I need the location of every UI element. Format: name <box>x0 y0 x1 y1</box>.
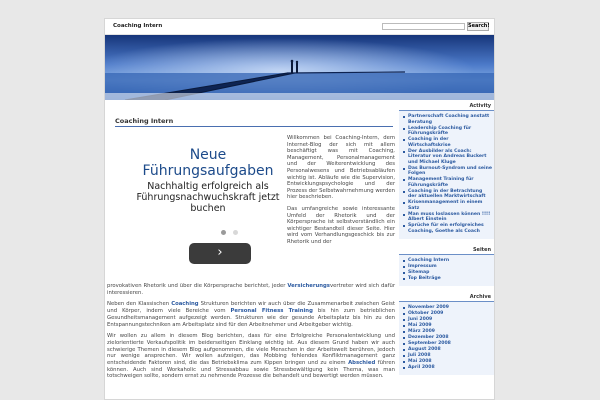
pages-widget <box>399 245 494 286</box>
archive-link[interactable]: Dezember 2008 <box>403 335 492 341</box>
header-image <box>105 35 494 100</box>
archive-link[interactable]: Juli 2008 <box>403 353 492 359</box>
body-text <box>107 283 395 385</box>
carousel-dot[interactable] <box>233 230 238 235</box>
pages-list <box>399 255 494 286</box>
archive-link[interactable]: April 2008 <box>403 365 492 371</box>
page-link[interactable]: Top Beiträge <box>403 276 492 282</box>
post-title[interactable]: Coaching Intern <box>115 117 174 125</box>
paragraph-blog <box>107 333 395 380</box>
search-input[interactable] <box>382 23 465 30</box>
archive-list <box>399 302 494 375</box>
text: Neben den Klassischen <box>107 301 172 308</box>
site-title[interactable]: Coaching Intern <box>113 23 163 29</box>
page-link[interactable]: Coaching Intern <box>403 258 492 264</box>
archive-link[interactable]: November 2009 <box>403 305 492 311</box>
ad-next-button[interactable] <box>189 243 251 264</box>
archive-link[interactable]: Mai 2008 <box>403 359 492 365</box>
intro-paragraph-1: Willkommen bei Coaching-Intern, dem Internet-Blog der sich mit allem beschäftigt was mit Coaching, Management, Personalmanagement und der Weiterentwicklung des Personalwesens und Betriebsabläufen wichtig ist. Abläufe wie die Supervision, Entwicklungspsychologie und der Prozess der Selbstwahrnehmung werden hier beschrieben. <box>287 135 395 201</box>
activity-item[interactable]: Man muss loslassen können !!!! Albert Einstein <box>403 212 492 223</box>
activity-item[interactable]: Leadership Coaching für Führungskräfte <box>403 126 492 137</box>
personal-fitness-link[interactable]: Personal Fitness Training <box>230 308 313 315</box>
text: Strukturen berichten wir auch über die Zusammenarbeit zwischen Geist und Körper, indem viele Bereiche vom <box>107 301 396 315</box>
pages-title: Seiten <box>399 245 494 255</box>
activity-item[interactable]: Management Training für Führungskräfte <box>403 177 492 188</box>
archive-title: Archive <box>399 292 494 302</box>
text: bis hin zum betrieblichen Gesundheitsmanagement aufgezeigt werden. Strukturen wie der gesunde Arbeitsplatz bis hin zu den Entspannungstechniken am Arbeitsplatz sind für den Arbeitnehmer und Arbeitgeber wichtig. <box>107 308 395 328</box>
ad-headline[interactable]: Neue Führungsaufgaben <box>142 147 274 179</box>
top-bar <box>105 19 494 35</box>
archive-link[interactable]: Mai 2009 <box>403 323 492 329</box>
activity-item[interactable]: Coaching in der Betrachtung der aktuellen Marktwirtschaft <box>403 189 492 200</box>
carousel-dot-active[interactable] <box>221 230 226 235</box>
chevron-right-icon: › <box>217 245 223 260</box>
page-link[interactable]: Impressum <box>403 264 492 270</box>
activity-item[interactable]: Der Ausbilder als Coach: Literatur von Andreas Buckert und Michael Kluge <box>403 149 492 166</box>
paragraph-coaching <box>107 301 395 328</box>
search-button[interactable]: Search! <box>468 23 490 29</box>
activity-widget <box>399 101 494 239</box>
title-divider <box>115 126 393 127</box>
text: führen können. Auch sind Workaholic und Stressabbau sowie Stressbewältigung kein Thema, was man totschweigen sollte, sondern ernst zu nehmende Prozesse die behandelt und bewertigt werden müssen. <box>107 360 395 380</box>
archive-link[interactable]: August 2008 <box>403 347 492 353</box>
activity-item[interactable]: Coaching in der Wirtschaftskrise <box>403 137 492 148</box>
paragraph-rhetoric <box>107 283 395 296</box>
page-link[interactable]: Sitemap <box>403 270 492 276</box>
archive-link[interactable]: Oktober 2009 <box>403 311 492 317</box>
text: Wir wollen zu allem in diesem Blog berichten, dass für eine Erfolgreiche Personalentwicklung und zielorientierte Verkaufspolitik im beiderseitigen Einklang wichtig ist. Aus diesem Grund haben wir auch schwierige Themen in diesem Blog aufgenommen, die viele Menschen in der Arbeitswelt berühren, jedoch nur wenige ansprechen. Wir wollen aufzeigen, das Mobbing fehlendes Konfliktmanagement ganz entscheidende Faktoren sind, die das Betriebsklima zum Kippen bringen und zu einem <box>107 333 395 367</box>
intro-paragraph-2: Das umfangreiche sowie interessante Umfeld der Rhetorik und der Körpersprache ist selbstverständlich ein wichtiger Bestandteil dieser Seite. Hier wird vom Verhandlungsgeschick bis zur Rhetorik und der <box>287 205 395 245</box>
activity-title: Activity <box>399 101 494 111</box>
activity-item[interactable]: Sprüche für ein erfolgreiches Coaching, Goethe als Coach <box>403 223 492 234</box>
pier-photo <box>105 35 494 100</box>
archive-link[interactable]: März 2009 <box>403 329 492 335</box>
abschied-link[interactable]: Abschied <box>348 360 376 367</box>
ad-subline: Nachhaltig erfolgreich als Führungsnachwuchskraft jetzt buchen <box>136 181 280 214</box>
activity-item[interactable]: Partnerschaft Coaching anstatt Beratung <box>403 114 492 125</box>
archive-link[interactable]: Juni 2009 <box>403 317 492 323</box>
sidebar <box>399 101 494 375</box>
text: provokativen Rhetorik und über die Körpersprache berichtet, jeder <box>107 283 288 289</box>
page-wrapper <box>104 18 495 400</box>
archive-link[interactable]: September 2008 <box>403 341 492 347</box>
activity-list <box>399 111 494 239</box>
text: vertreter wird sich dafür interessieren. <box>107 283 395 296</box>
versicherung-link[interactable]: Versicherungs <box>287 283 330 289</box>
ad-banner[interactable] <box>133 139 283 260</box>
archive-widget <box>399 292 494 375</box>
activity-item[interactable]: Krisenmanagement in einem Satz <box>403 200 492 211</box>
intro-text <box>287 135 395 246</box>
activity-item[interactable]: Das Burnout-Syndrom und seine Folgen <box>403 166 492 177</box>
coaching-link[interactable]: Coaching <box>171 301 199 308</box>
